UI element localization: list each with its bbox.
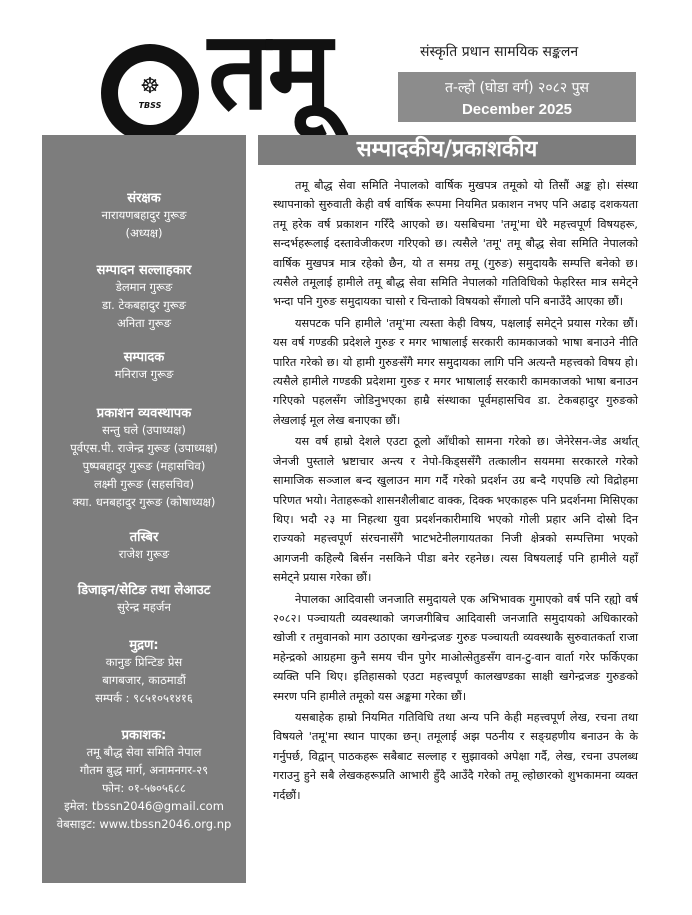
group-line: सुरेन्द्र महर्जन bbox=[117, 600, 171, 614]
buddha-figure-icon: ☸ bbox=[140, 74, 160, 99]
article-paragraph: यस वर्ष हाम्रो देशले एउटा ठूलो आँधीको सामना गरेको छ। जेनेरेसन-जेड अर्थात् जेनजी पुस्ताले भ्रष्टाचार अन्त्य र नेपो-किड्ससँगै तत्कालीन सयममा सरकारले गरेको सामाजिक सञ्जाल बन्द खुलाउन माग गर्दै गरेको प्रदर्शन उग्र बन्दै गएपछि त्यो विद्रोहमा परिणत भयो। नेताहरूको शासनशैलीबाट वाक्क, दिक्क भएकाहरू पनि प्रदर्शनमा मिसिएका थिए। भदौ २३ मा निहत्था युवा प्रदर्शनकारीमाथि भएको गोली प्रहार अनि दोस्रो दिन राज्यको महत्त्वपूर्ण संरचनासँगै भाटभटेनीलगायतका निजी क्षेत्रको सम्पत्तिमा भएको आगजनी कहिल्यै बिर्सन नसकिने पीडा बनेर रहनेछ। त्यस विषयलाई पनि हामीले यहाँ समेट्ने प्रयास गरेका छौं। bbox=[273, 435, 638, 585]
issue-date-english: December 2025 bbox=[461, 101, 573, 118]
group-line: अनिता गुरूङ bbox=[116, 316, 172, 330]
group-publication-management bbox=[42, 403, 246, 511]
group-line: बागबजार, काठमाडौं bbox=[102, 673, 186, 687]
group-title: डिजाइन/सेटिङ तथा लेआउट bbox=[77, 583, 211, 598]
article-paragraph: नेपालका आदिवासी जनजाति समुदायले एक अभिभावक गुमाएको वर्ष पनि रह्यो वर्ष २०८२। पञ्चायती व्यवस्थाको जगजगीबिच आदिवासी जनजाति समुदायको अधिकारको खोजी र तमुवानको माग उठाएका खगेन्द्रजङ गुरुङ पञ्चायती व्यवस्थाकै सुरुवातकर्ता राजा महेन्द्रको आग्रहमा कुनै समय चीन पुगेर माओत्सेतुङसँग वान-टु-वान वार्ता गरेर फर्किएका व्यक्ति पनि थिए। इतिहासको एउटा महत्त्वपूर्ण कालखण्डका साक्षी खगेन्द्रजङ गुरुङको स्मरण पनि हामीले तमूको यस अङ्कमा गरेका छौं। bbox=[273, 592, 638, 703]
group-line: सन्तु घले (उपाध्यक्ष) bbox=[102, 423, 186, 437]
group-line: फोन: ०१-५७०५६८८ bbox=[102, 781, 186, 795]
group-line: मनिराज गुरूङ bbox=[114, 367, 174, 381]
group-title: सम्पादन सल्लाहकार bbox=[96, 263, 192, 278]
group-patron bbox=[42, 188, 246, 242]
group-title: प्रकाशन व्यवस्थापक bbox=[96, 406, 192, 421]
group-line: (अध्यक्ष) bbox=[125, 226, 163, 240]
group-line: तमू बौद्ध सेवा समिति नेपाल bbox=[86, 745, 202, 759]
issue-date-nepali: त-ल्हो (घोडा वर्ग) २०८२ पुस bbox=[444, 80, 590, 96]
article-paragraph: यसपटक पनि हामीले 'तमू'मा त्यस्ता केही विषय, पक्षलाई समेट्ने प्रयास गरेका छौं। यस वर्ष गण्डकी प्रदेशले गुरुङ र मगर भाषालाई सरकारी कामकाजको भाषा बनाउने नीति पारित गरेको छ। यो हामी गुरुङसँगै मगर समुदायका लागि पनि अत्यन्तै महत्त्वको विषय हो। त्यसैले हामीले गण्डकी प्रदेशमा गुरुङ र मगर भाषालाई सरकारी कामकाजको भाषा बनाउन गरिएको पहलसँग जोडिनुभएका हाम्रै संस्थाका पूर्वमहासचिव डा. टेकबहादुर गुरुङको लेखलाई मूल लेख बनाएका छौं। bbox=[273, 316, 638, 427]
group-title: तस्बिर bbox=[129, 530, 159, 545]
issue-box bbox=[398, 72, 636, 122]
group-line: सम्पर्क : ९८५१०५१४१६ bbox=[95, 691, 193, 705]
group-title: प्रकाशक: bbox=[121, 728, 167, 743]
group-design-layout bbox=[42, 580, 246, 616]
group-publisher bbox=[42, 725, 246, 833]
group-title: संरक्षक bbox=[127, 191, 161, 206]
editorial-article bbox=[273, 176, 638, 807]
logo-emblem bbox=[118, 61, 182, 125]
article-paragraph: यसबाहेक हाम्रो नियमित गतिविधि तथा अन्य पनि केही महत्त्वपूर्ण लेख, रचना तथा विषयले 'तमू'मा स्थान पाएका छन्। तमूलाई अझ पठनीय र सङ्ग्रहणीय बनाउन के के गर्नुपर्छ, विद्वान् पाठकहरू सबैबाट सल्लाह र सुझावको अपेक्षा गर्दै, लेख, रचना उपलब्ध गराउनु हुने सबै लेखकहरूप्रति आभारी हुँदै आउँदै गरेको तमू ल्होछारको शुभकामना व्यक्त गर्दछौं। bbox=[273, 710, 638, 802]
organization-logo bbox=[101, 44, 199, 142]
group-line: गौतम बुद्ध मार्ग, अनामनगर-२९ bbox=[79, 763, 209, 777]
credits-sidebar bbox=[42, 135, 246, 883]
group-line: लक्ष्मी गुरूङ (सहसचिव) bbox=[93, 477, 195, 491]
group-line: पूर्वएस.पी. राजेन्द्र गुरूङ (उपाध्यक्ष) bbox=[70, 441, 218, 455]
email-line[interactable]: इमेल: tbssn2046@gmail.com bbox=[64, 799, 224, 813]
group-line: पुष्पबहादुर गुरूङ (महासचिव) bbox=[82, 459, 206, 473]
logo-abbreviation: TBSS bbox=[138, 101, 162, 110]
group-title: मुद्रण: bbox=[129, 638, 159, 653]
group-editor bbox=[42, 347, 246, 383]
group-line: क्या. धनबहादुर गुरूङ (कोषाध्यक्ष) bbox=[72, 495, 216, 509]
masthead-title: तमू bbox=[208, 9, 331, 134]
group-title: सम्पादक bbox=[123, 350, 165, 365]
group-printing bbox=[42, 635, 246, 707]
article-paragraph: तमू बौद्ध सेवा समिति नेपालको वार्षिक मुखपत्र तमूको यो तिसौं अङ्क हो। संस्था स्थापनाको सुरुवाती केही वर्ष वार्षिक रूपमा नियमित प्रकाशन नभए पनि अढाइ दशकयता तमू हरेक वर्ष प्रकाशन गरिँदै आएको छ। यसबिचमा 'तमू'मा धेरै महत्त्वपूर्ण विषयहरू, सन्दर्भहरूलाई दस्तावेजीकरण गरिएको छ। त्यसैले 'तमू' तमू बौद्ध सेवा समिति नेपालको वार्षिक मुखपत्र मात्र रहेको छैन, यो त समग्र तमू (गुरुङ) समुदायकै सम्पत्ति बनेको छ। त्यसैले तमूलाई हामीले तमू बौद्ध सेवा समिति नेपालको गतिविधिको फेहरिस्त मात्र समेट्ने भन्दा पनि गुरुङ समुदायका चासो र चिन्ताको विषयको सँगालो पनि बनाउँदै आएका छौं। bbox=[273, 179, 638, 309]
group-line: राजेश गुरूङ bbox=[118, 547, 170, 561]
group-editorial-advisors bbox=[42, 260, 246, 332]
editorial-heading: सम्पादकीय/प्रकाशकीय bbox=[258, 135, 636, 165]
group-line: कानुङ प्रिन्टिङ प्रेस bbox=[105, 655, 183, 669]
group-line: डा. टेकबहादुर गुरूङ bbox=[102, 298, 186, 312]
group-line: नारायणबहादुर गुरूङ bbox=[101, 208, 187, 222]
tagline: संस्कृति प्रधान सामयिक सङ्कलन bbox=[420, 44, 579, 60]
group-line: डेलमान गुरूङ bbox=[115, 280, 173, 294]
group-photography bbox=[42, 527, 246, 563]
website-line[interactable]: वेबसाइट: www.tbssn2046.org.np bbox=[56, 817, 232, 831]
